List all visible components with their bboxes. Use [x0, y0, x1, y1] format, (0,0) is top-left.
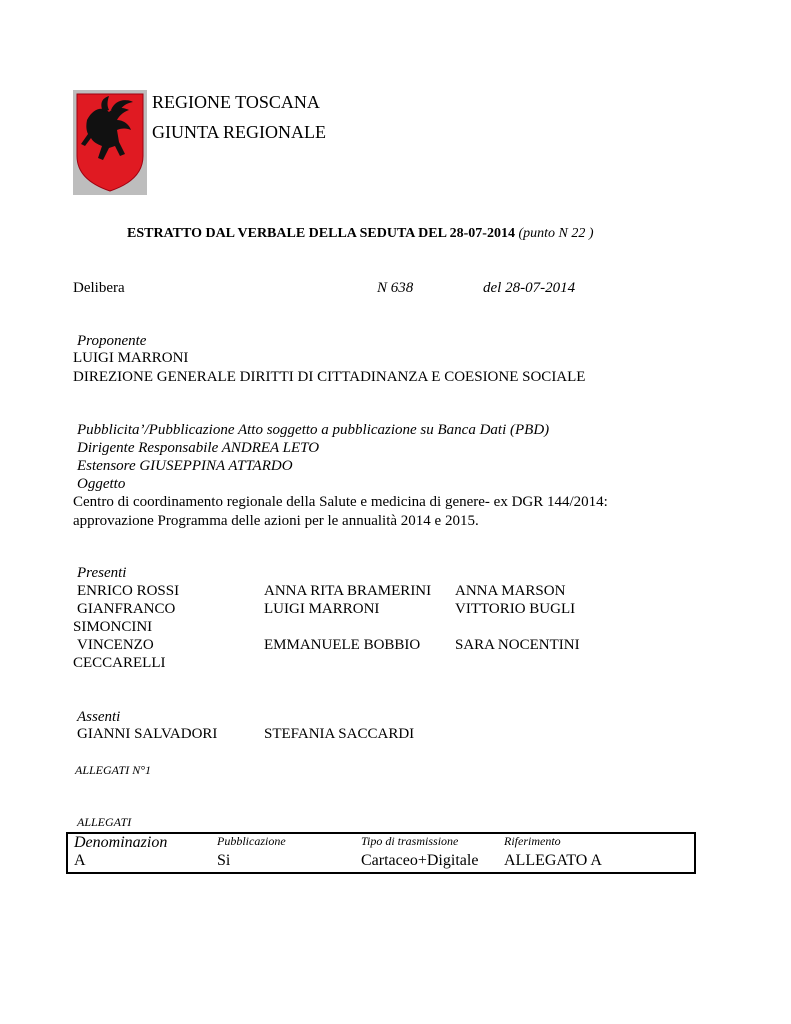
assente-name: STEFANIA SACCARDI: [264, 726, 415, 742]
publication-info: Pubblicita’/Pubblicazione Atto soggetto a pubblicazione su Banca Dati (PBD): [77, 422, 550, 438]
presente-name: SARA NOCENTINI: [455, 637, 580, 653]
extract-point: (punto N 22 ): [518, 226, 594, 241]
proponente-department: DIREZIONE GENERALE DIRITTI DI CITTADINANZA E COESIONE SOCIALE: [73, 369, 586, 385]
region-name: REGIONE TOSCANA: [152, 92, 320, 112]
allegati-table: [66, 832, 696, 874]
allegati-count: ALLEGATI N°1: [75, 763, 152, 777]
table-row: [67, 852, 695, 873]
delibera-date: del 28-07-2014: [483, 280, 576, 296]
table-header-cell: Tipo di trasmissione: [361, 834, 459, 848]
emblem-svg: [73, 90, 147, 195]
table-header-cell: Pubblicazione: [217, 834, 286, 848]
presente-name: ENRICO ROSSI: [77, 583, 180, 599]
table-header-cell: Riferimento: [504, 834, 561, 848]
subject-line-2: approvazione Programma delle azioni per le annualità 2014 e 2015.: [73, 513, 479, 529]
subject-label: Oggetto: [77, 476, 126, 492]
table-cell: A: [74, 852, 86, 869]
proponente-label: Proponente: [77, 333, 147, 349]
subject-line-1: Centro di coordinamento regionale della Salute e medicina di genere- ex DGR 144/2014:: [73, 494, 608, 510]
extract-title: ESTRATTO DAL VERBALE DELLA SEDUTA DEL 28-07-2014: [127, 226, 515, 241]
delibera-number: N 638: [377, 280, 414, 296]
delibera-label: Delibera: [73, 280, 125, 296]
presente-name: LUIGI MARRONI: [264, 601, 380, 617]
table-cell: Si: [217, 852, 231, 869]
presente-name: VINCENZO: [77, 637, 154, 653]
presente-name: VITTORIO BUGLI: [455, 601, 576, 617]
presente-name: GIANFRANCO: [77, 601, 176, 617]
assenti-label: Assenti: [77, 709, 121, 725]
presente-name: ANNA MARSON: [455, 583, 566, 599]
table-header-cell: Denominazion: [74, 834, 168, 851]
author: Estensore GIUSEPPINA ATTARDO: [77, 458, 293, 474]
presente-name: SIMONCINI: [73, 619, 153, 635]
presente-name: EMMANUELE BOBBIO: [264, 637, 421, 653]
assente-name: GIANNI SALVADORI: [77, 726, 218, 742]
presenti-label: Presenti: [77, 565, 127, 581]
responsible-manager: Dirigente Responsabile ANDREA LETO: [77, 440, 320, 456]
council-name: GIUNTA REGIONALE: [152, 122, 327, 142]
table-header-row: [67, 833, 695, 852]
table-cell: ALLEGATO A: [504, 852, 602, 869]
allegati-label: ALLEGATI: [77, 815, 132, 829]
tuscany-pegasus-emblem-icon: [73, 90, 147, 195]
presente-name: CECCARELLI: [73, 655, 166, 671]
presente-name: ANNA RITA BRAMERINI: [264, 583, 432, 599]
table-cell: Cartaceo+Digitale: [361, 852, 479, 869]
proponente-name: LUIGI MARRONI: [73, 350, 189, 366]
extract-heading: [127, 226, 594, 242]
